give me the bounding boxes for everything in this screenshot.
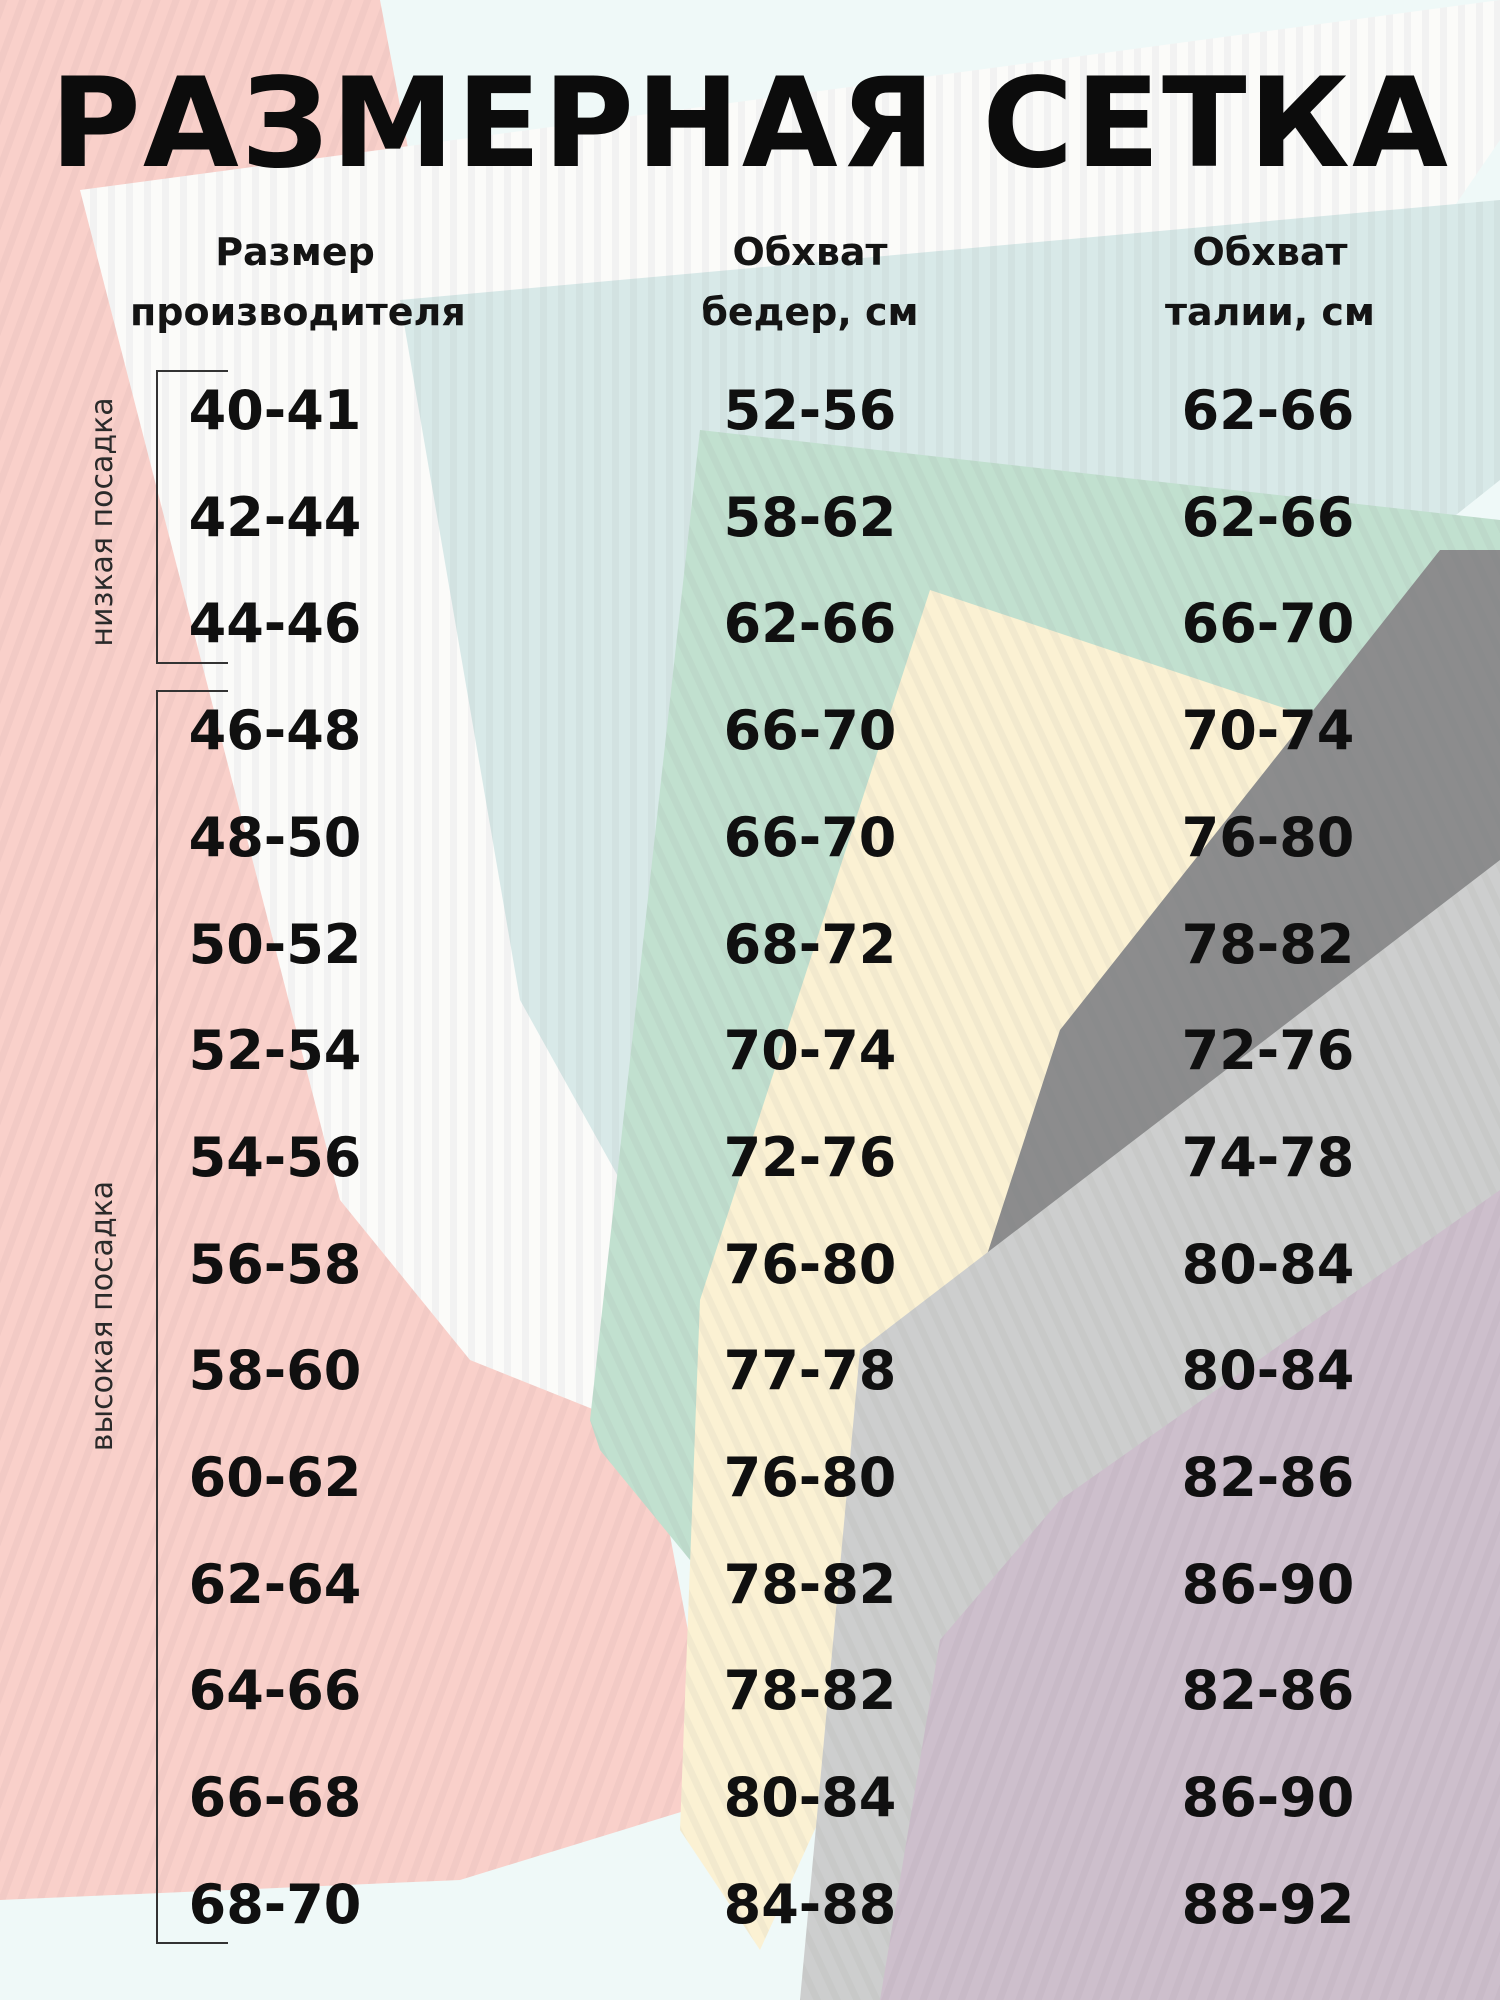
cell-hips: 72-76: [723, 1125, 897, 1189]
cell-hips: 58-62: [723, 485, 897, 549]
cell-hips: 66-70: [723, 805, 897, 869]
cell-size: 68-70: [188, 1872, 362, 1936]
cell-hips: 84-88: [723, 1872, 897, 1936]
cell-waist: 62-66: [1181, 379, 1355, 442]
cell-waist: 82-86: [1181, 1446, 1355, 1509]
cell-hips: 77-78: [723, 1339, 897, 1403]
header-size-line1: Размер: [215, 230, 375, 274]
cell-hips: 80-84: [723, 1766, 897, 1830]
high-rise-label: высокая посадка: [85, 1180, 120, 1452]
cell-size: 46-48: [188, 699, 362, 763]
cell-size: 58-60: [188, 1339, 362, 1403]
cell-waist: 80-84: [1181, 1339, 1355, 1403]
cell-size: 50-52: [188, 912, 362, 976]
header-size-line2: производителя: [130, 290, 466, 334]
cell-waist: 82-86: [1181, 1659, 1355, 1723]
cell-size: 40-41: [188, 379, 362, 442]
cell-size: 64-66: [188, 1659, 362, 1723]
cell-size: 62-64: [188, 1552, 362, 1616]
header-waist-line1: Обхват: [1192, 230, 1348, 274]
cell-size: 56-58: [188, 1232, 362, 1296]
page-title: РАЗМЕРНАЯ СЕТКА: [50, 52, 1450, 196]
cell-waist: 78-82: [1181, 912, 1355, 976]
cell-waist: 70-74: [1181, 699, 1355, 763]
cell-hips: 52-56: [723, 379, 897, 442]
cell-size: 60-62: [188, 1446, 362, 1509]
cell-waist: 74-78: [1181, 1125, 1355, 1189]
cell-hips: 78-82: [723, 1659, 897, 1723]
low-rise-label: низкая посадка: [85, 397, 120, 647]
cell-waist: 88-92: [1181, 1872, 1355, 1936]
header-hips-line2: бедер, см: [701, 290, 919, 334]
cell-hips: 76-80: [723, 1446, 897, 1509]
cell-size: 48-50: [188, 805, 362, 869]
cell-hips: 68-72: [723, 912, 897, 976]
cell-size: 44-46: [188, 592, 362, 656]
cell-waist: 80-84: [1181, 1232, 1355, 1296]
cell-size: 42-44: [188, 485, 362, 549]
cell-hips: 62-66: [723, 592, 897, 656]
cell-size: 66-68: [188, 1766, 362, 1830]
cell-size: 52-54: [188, 1019, 362, 1083]
cell-waist: 66-70: [1181, 592, 1355, 656]
cell-waist: 86-90: [1181, 1766, 1355, 1830]
cell-size: 54-56: [188, 1125, 362, 1189]
cell-hips: 76-80: [723, 1232, 897, 1296]
cell-waist: 72-76: [1181, 1019, 1355, 1083]
cell-hips: 66-70: [723, 699, 897, 763]
header-hips-line1: Обхват: [732, 230, 888, 274]
header-waist-line2: талии, см: [1164, 290, 1375, 334]
cell-hips: 70-74: [723, 1019, 897, 1083]
cell-waist: 76-80: [1181, 805, 1355, 869]
cell-hips: 78-82: [723, 1552, 897, 1616]
cell-waist: 86-90: [1181, 1552, 1355, 1616]
cell-waist: 62-66: [1181, 485, 1355, 549]
